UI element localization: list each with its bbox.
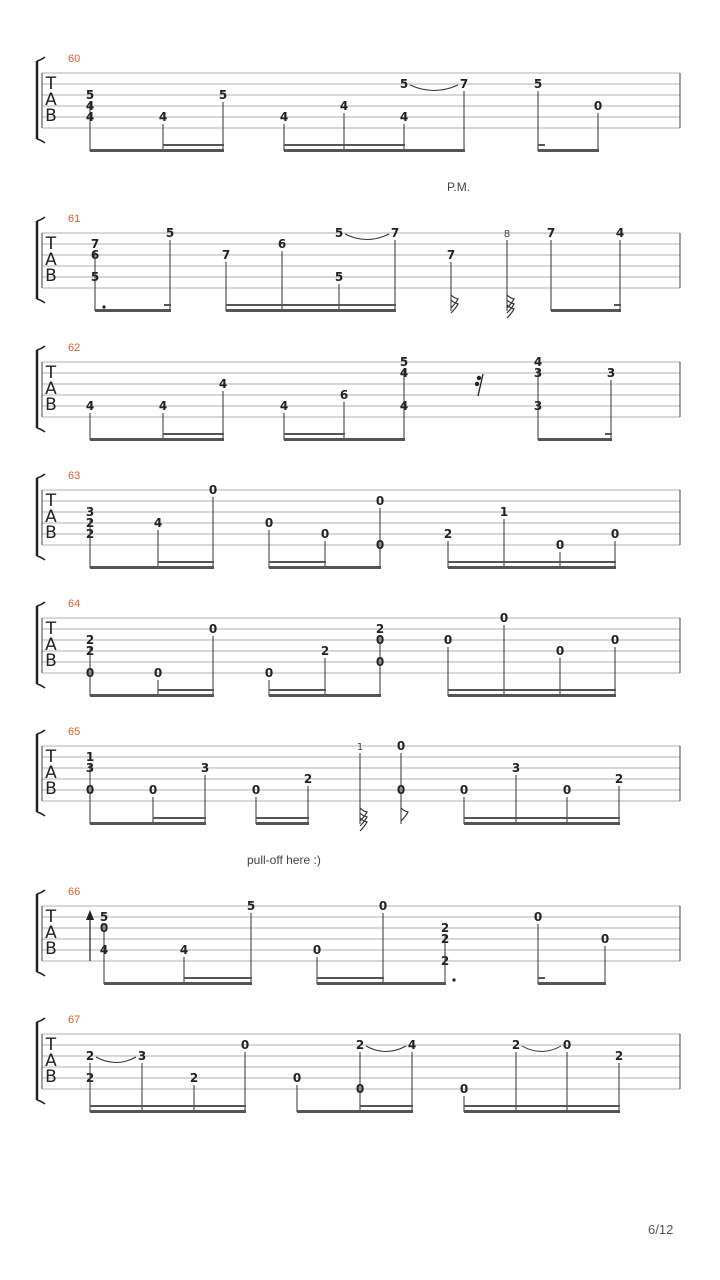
tab-letter: B (45, 106, 57, 126)
fret-number: 2 (614, 772, 624, 786)
bracket-hook-top (37, 890, 45, 894)
fret-number: 0 (396, 783, 406, 797)
tab-letter: B (45, 1067, 57, 1087)
beam-secondary (163, 144, 224, 146)
bracket-hook-top (37, 730, 45, 734)
fret-number: 0 (600, 932, 610, 946)
fret-number: 2 (440, 921, 450, 935)
fret-number: 0 (610, 527, 620, 541)
tab-system (37, 180, 680, 318)
tab-system (37, 470, 680, 569)
tab-letter: A (45, 250, 57, 270)
fret-number: 2 (85, 527, 95, 541)
rest-dot (477, 376, 481, 380)
fret-number: 2 (443, 527, 453, 541)
fret-number: 5 (90, 270, 100, 284)
measure-number: 67 (68, 1014, 81, 1026)
technique-annotation: pull-off here :) (247, 853, 321, 867)
beam-secondary (269, 561, 326, 563)
beam (90, 822, 206, 825)
fret-number: 4 (399, 399, 409, 413)
tab-letter: B (45, 523, 57, 543)
fret-number: 0 (208, 622, 218, 636)
fret-number: 7 (221, 248, 231, 262)
fret-number: 7 (390, 226, 400, 240)
fret-number: 0 (292, 1071, 302, 1085)
fret-number: 5 (399, 77, 409, 91)
beam-secondary (256, 817, 309, 819)
bracket-hook-bottom (37, 139, 45, 143)
fret-number: 7 (90, 237, 100, 251)
tab-system (37, 1014, 680, 1113)
fret-number: 0 (533, 910, 543, 924)
bracket-hook-top (37, 57, 45, 61)
fret-number: 1 (499, 505, 509, 519)
beam (226, 309, 396, 312)
page-number: 6/12 (648, 1222, 674, 1237)
tab-letter: T (45, 491, 57, 511)
beam (464, 1110, 620, 1113)
fret-number: 0 (320, 527, 330, 541)
beam-secondary (317, 977, 384, 979)
fret-number: 3 (606, 366, 616, 380)
beam (269, 694, 381, 697)
tab-letter: B (45, 395, 57, 415)
beam-secondary (538, 144, 545, 146)
rhythm-dot (102, 305, 105, 308)
tab-letter: T (45, 907, 57, 927)
beam-secondary (158, 561, 214, 563)
fret-number: 7 (446, 248, 456, 262)
fret-number: 0 (312, 943, 322, 957)
fret-number: 4 (179, 943, 189, 957)
fret-number: 4 (153, 516, 163, 530)
fret-number: 0 (396, 739, 406, 753)
tab-system (37, 726, 680, 831)
tab-letter: T (45, 619, 57, 639)
measure-number: 61 (68, 213, 81, 225)
fret-number: 0 (610, 633, 620, 647)
fret-number: 2 (85, 1071, 95, 1085)
fret-number: 3 (85, 761, 95, 775)
tab-letter: T (45, 747, 57, 767)
tab-letter: A (45, 90, 57, 110)
fret-number: 0 (378, 899, 388, 913)
beam (297, 1110, 413, 1113)
fret-number: 0 (208, 483, 218, 497)
fret-number: 0 (593, 99, 603, 113)
fret-number: 0 (148, 783, 158, 797)
fret-number: 4 (85, 110, 95, 124)
bracket-hook-bottom (37, 556, 45, 560)
fret-number: 4 (533, 355, 543, 369)
beam (95, 309, 171, 312)
beam (538, 438, 612, 441)
fret-number: 2 (320, 644, 330, 658)
fret-number: 0 (375, 633, 385, 647)
fret-number: 3 (200, 761, 210, 775)
bracket-hook-top (37, 474, 45, 478)
beam (317, 982, 446, 985)
fret-number: 0 (264, 666, 274, 680)
beam-secondary (184, 977, 252, 979)
fret-number: 6 (90, 248, 100, 262)
beam-secondary (284, 144, 405, 146)
measure-number: 64 (68, 598, 81, 610)
measure-number: 66 (68, 886, 81, 898)
fret-number: 5 (399, 355, 409, 369)
measure-number: 60 (68, 53, 81, 65)
tab-letter: T (45, 363, 57, 383)
fret-number: 4 (158, 110, 168, 124)
beam (90, 566, 214, 569)
fret-number: 5 (218, 88, 228, 102)
fret-number: 4 (279, 399, 289, 413)
fret-number: 0 (562, 1038, 572, 1052)
beam (90, 694, 214, 697)
beam (104, 982, 252, 985)
rhythm-dot (452, 978, 455, 981)
tab-letter: B (45, 939, 57, 959)
beam (464, 822, 620, 825)
bracket-hook-bottom (37, 428, 45, 432)
technique-annotation: P.M. (447, 180, 471, 194)
beam (284, 149, 465, 152)
bracket-hook-top (37, 346, 45, 350)
beam (448, 566, 616, 569)
slur (522, 1046, 561, 1052)
note-flag (401, 808, 408, 821)
fret-number: 0 (153, 666, 163, 680)
tab-letter: A (45, 763, 57, 783)
beam-secondary (226, 304, 396, 306)
tab-letter: B (45, 651, 57, 671)
fret-number: 4 (85, 399, 95, 413)
beam-secondary (448, 561, 616, 563)
tab-system (37, 853, 680, 985)
tab-letter: A (45, 507, 57, 527)
fret-number: 8 (503, 229, 511, 240)
rest-dot (475, 382, 479, 386)
fret-number: 3 (533, 366, 543, 380)
beam (269, 566, 381, 569)
fret-number: 0 (459, 1082, 469, 1096)
fret-number: 5 (334, 270, 344, 284)
fret-number: 2 (85, 516, 95, 530)
fret-number: 0 (99, 921, 109, 935)
beam (538, 982, 606, 985)
slur (366, 1046, 406, 1052)
beam-secondary (90, 1105, 246, 1107)
fret-number: 6 (277, 237, 287, 251)
beam-secondary (153, 817, 206, 819)
fret-number: 0 (499, 611, 509, 625)
fret-number: 2 (85, 633, 95, 647)
fret-number: 0 (375, 655, 385, 669)
fret-number: 2 (375, 622, 385, 636)
beam-secondary (360, 1105, 413, 1107)
fret-number: 0 (375, 538, 385, 552)
tab-letter: B (45, 779, 57, 799)
fret-number: 7 (546, 226, 556, 240)
fret-number: 3 (85, 505, 95, 519)
tab-letter: A (45, 635, 57, 655)
fret-number: 0 (85, 783, 95, 797)
fret-number: 4 (99, 943, 109, 957)
fret-number: 5 (246, 899, 256, 913)
tab-letter: T (45, 1035, 57, 1055)
fret-number: 5 (85, 88, 95, 102)
fret-number: 4 (615, 226, 625, 240)
fret-number: 2 (440, 932, 450, 946)
slur (345, 234, 389, 240)
beam-secondary (464, 1105, 620, 1107)
bracket-hook-bottom (37, 972, 45, 976)
tab-system (37, 598, 680, 697)
bracket-hook-bottom (37, 299, 45, 303)
measure-number: 65 (68, 726, 81, 738)
beam (256, 822, 309, 825)
fret-number: 2 (440, 954, 450, 968)
fret-number: 3 (511, 761, 521, 775)
measure-number: 62 (68, 342, 81, 354)
beam-secondary (605, 433, 612, 435)
beam (448, 694, 616, 697)
beam (90, 1110, 246, 1113)
fret-number: 4 (407, 1038, 417, 1052)
slur (410, 85, 458, 91)
fret-number: 3 (533, 399, 543, 413)
beam (90, 438, 224, 441)
fret-number: 4 (85, 99, 95, 113)
bracket-hook-top (37, 1018, 45, 1022)
tab-letter: A (45, 923, 57, 943)
fret-number: 2 (355, 1038, 365, 1052)
fret-number: 2 (614, 1049, 624, 1063)
beam (538, 149, 599, 152)
tab-letter: B (45, 266, 57, 286)
fret-number: 4 (339, 99, 349, 113)
beam-secondary (614, 304, 621, 306)
fret-number: 2 (511, 1038, 521, 1052)
fret-number: 4 (218, 377, 228, 391)
beam (284, 438, 405, 441)
beam-secondary (284, 433, 345, 435)
beam-secondary (269, 689, 326, 691)
fret-number: 1 (85, 750, 95, 764)
fret-number: 5 (165, 226, 175, 240)
fret-number: 7 (459, 77, 469, 91)
fret-number: 5 (334, 226, 344, 240)
slur (96, 1057, 136, 1063)
fret-number: 0 (264, 516, 274, 530)
bracket-hook-top (37, 217, 45, 221)
beam-secondary (448, 689, 616, 691)
measure-number: 63 (68, 470, 81, 482)
bracket-hook-bottom (37, 684, 45, 688)
tab-letter: A (45, 379, 57, 399)
beam-secondary (164, 304, 171, 306)
fret-number: 2 (189, 1071, 199, 1085)
fret-number: 0 (555, 538, 565, 552)
bracket-hook-bottom (37, 812, 45, 816)
fret-number: 4 (158, 399, 168, 413)
beam (90, 149, 224, 152)
fret-number: 0 (375, 494, 385, 508)
fret-number: 0 (355, 1082, 365, 1096)
fret-number: 0 (443, 633, 453, 647)
fret-number: 2 (85, 1049, 95, 1063)
tab-system (37, 342, 680, 441)
tab-letter: A (45, 1051, 57, 1071)
bracket-hook-top (37, 602, 45, 606)
fret-number: 0 (562, 783, 572, 797)
fret-number: 1 (356, 742, 364, 753)
beam-secondary (538, 977, 545, 979)
fret-number: 4 (399, 366, 409, 380)
beam (551, 309, 621, 312)
fret-number: 0 (85, 666, 95, 680)
beam-secondary (158, 689, 214, 691)
tab-letter: T (45, 74, 57, 94)
fret-number: 3 (137, 1049, 147, 1063)
tab-system (37, 53, 680, 152)
fret-number: 2 (85, 644, 95, 658)
fret-number: 0 (240, 1038, 250, 1052)
fret-number: 4 (399, 110, 409, 124)
fret-number: 5 (99, 910, 109, 924)
fret-number: 5 (533, 77, 543, 91)
beam-secondary (163, 433, 224, 435)
fret-number: 0 (251, 783, 261, 797)
fret-number: 2 (303, 772, 313, 786)
arpeggio-arrow-icon (86, 910, 94, 920)
beam-secondary (464, 817, 620, 819)
fret-number: 0 (459, 783, 469, 797)
fret-number: 0 (555, 644, 565, 658)
fret-number: 6 (339, 388, 349, 402)
tab-letter: T (45, 234, 57, 254)
bracket-hook-bottom (37, 1100, 45, 1104)
fret-number: 4 (279, 110, 289, 124)
